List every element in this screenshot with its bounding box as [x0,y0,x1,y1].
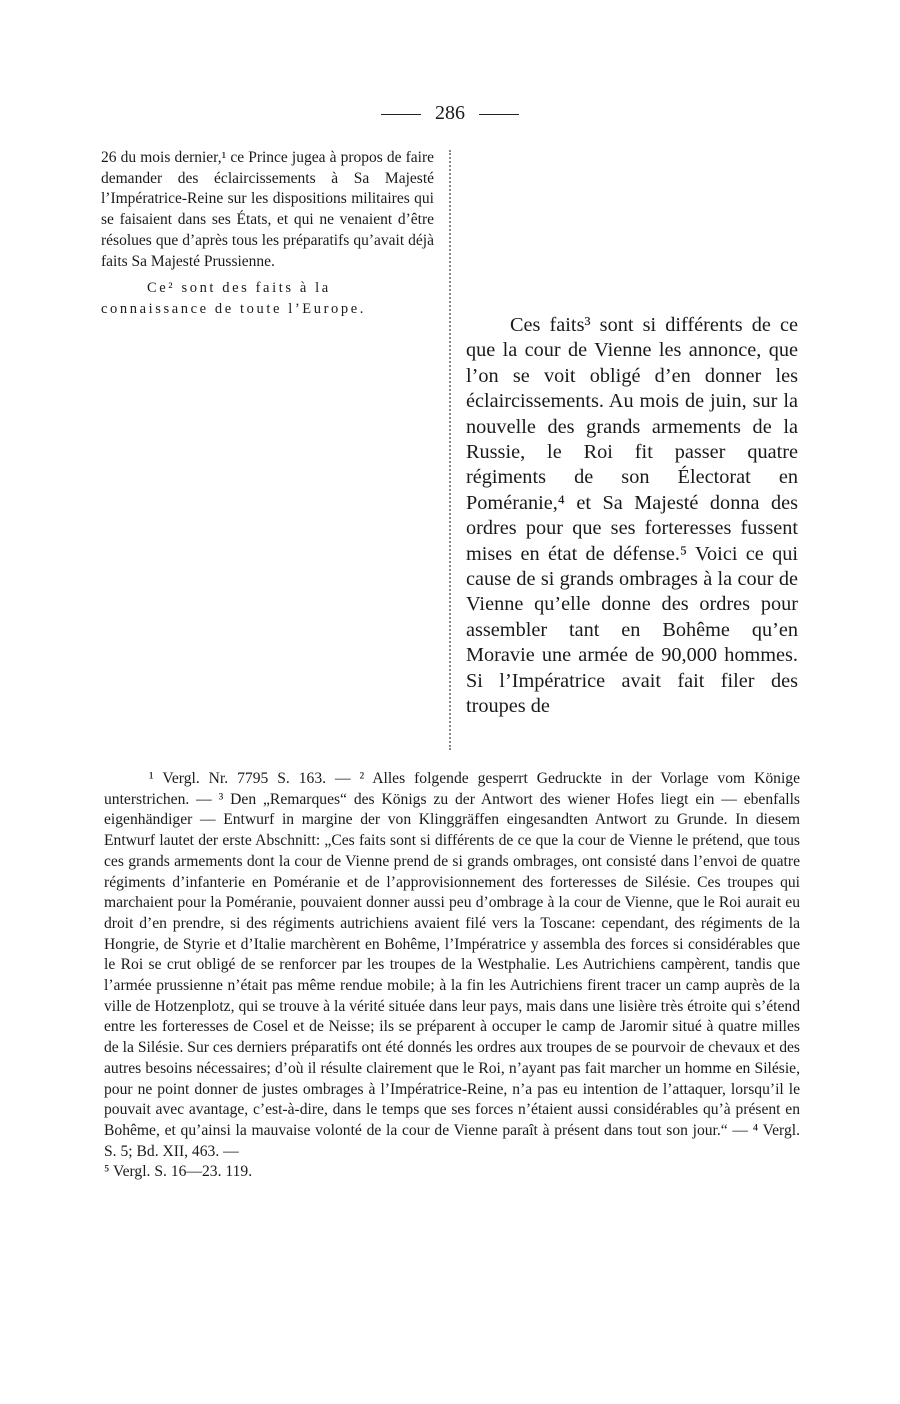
right-paragraph-1: Ces faits³ sont si différents de ce que la cour de Vienne les annonce, que l’on se voit obligé d’en donner les éclaircissements. Au mois de juin, sur la nouvelle des grands armements de la Russie, le Roi fit passer quatre régiments de son Électorat en Poméranie,⁴ et Sa Majesté donna des ordres pour que ses forteresses fussent mises en état de défense.⁵ Voici ce qui cause de si grands ombrages à la cour de Vienne qu’elle donne des ordres pour assembler tant en Bohême qu’en Moravie une armée de 90,000 hommes. Si l’Impératrice avait fait filer des troupes de [466,314,798,718]
page-header [0,100,900,126]
footnote-block-2: ⁵ Vergl. S. 16—23. 119. [104,1163,253,1181]
left-paragraph-1: 26 du mois dernier,¹ ce Prince jugea à propos de faire demander des éclaircissements à Sa Majesté l’Impératrice-Reine sur les dispositions militaires qui se faisaient dans ses États, et qui ne venaient d’être résolues que d’après tous les préparatifs qu’avait déjà faits Sa Majesté Prussienne. [101,149,434,270]
left-column [101,148,434,320]
right-column [466,313,798,720]
column-divider [449,150,451,750]
footnotes [104,769,800,1183]
footnote-block-1: ¹ Vergl. Nr. 7795 S. 163. — ² Alles folgende gesperrt Gedruckte in der Vorlage vom Könige unterstrichen. — ³ Den „Remarques“ des Königs zu der Antwort des wiener Hofes liegt ein — ebenfalls eigenhändiger — Entwurf in margine der von Klinggräffen eingesandten Antwort zu Grunde. In diesem Entwurf lautet der erste Abschnitt: „Ces faits sont si différents de ce que la cour de Vienne le prétend, que tous ces grands armements dont la cour de Vienne prend de si grands ombrages, ont consisté dans l’envoi de quatre régiments d’infanterie en Poméranie et de l’approvisionnement des forteresses de Silésie. Ces troupes qui marchaient pour la Poméranie, pouvaient donner aussi peu d’ombrage à la cour de Vienne, que le Roi aurait eu droit d’en prendre, si des régiments autrichiens avaient filé vers la Toscane: cependant, des régiments de la Hongrie, de Styrie et d’Italie marchèrent en Bohême, l’Impératrice y assembla des forces si considérables que le Roi se crut obligé de se renforcer par les troupes de la Westphalie. Les Autrichiens campèrent, tandis que l’armée prussienne n’était pas même rendue mobile; à la fin les Autrichiens firent tracer un camp auprès de la ville de Hotzenplotz, qui se trouve à la vérité située dans leur pays, mais dans une lisière très étroite qui s’étend entre les forteresses de Cosel et de Neisse; ils se préparent à occuper le camp de Jaromir situé à quatre milles de la Silésie. Sur ces derniers préparatifs ont été donnés les ordres aux troupes de se pourvoir de chevaux et des autres besoins nécessaires; d’où il résulte clairement que le Roi, n’ayant pas fait marcher un homme en Silésie, pour ne point donner de justes ombrages à l’Impératrice-Reine, n’a pas eu intention de l’attaquer, lorsqu’il le pouvait avec avantage, c’est-à-dire, dans le temps que ses forces n’étaient aussi considérables qu’à présent en Bohême, et qu’ainsi la mauvaise volonté de la cour de Vienne paraît à présent dans tout son jour.“ — ⁴ Vergl. S. 5; Bd. XII, 463. — [104,770,800,1160]
left-paragraph-2: Ce² sont des faits à la connaissance de toute l’Europe. [101,280,367,317]
header-dash-left [381,114,421,115]
header-dash-right [479,114,519,115]
page-number: 286 [435,102,465,124]
